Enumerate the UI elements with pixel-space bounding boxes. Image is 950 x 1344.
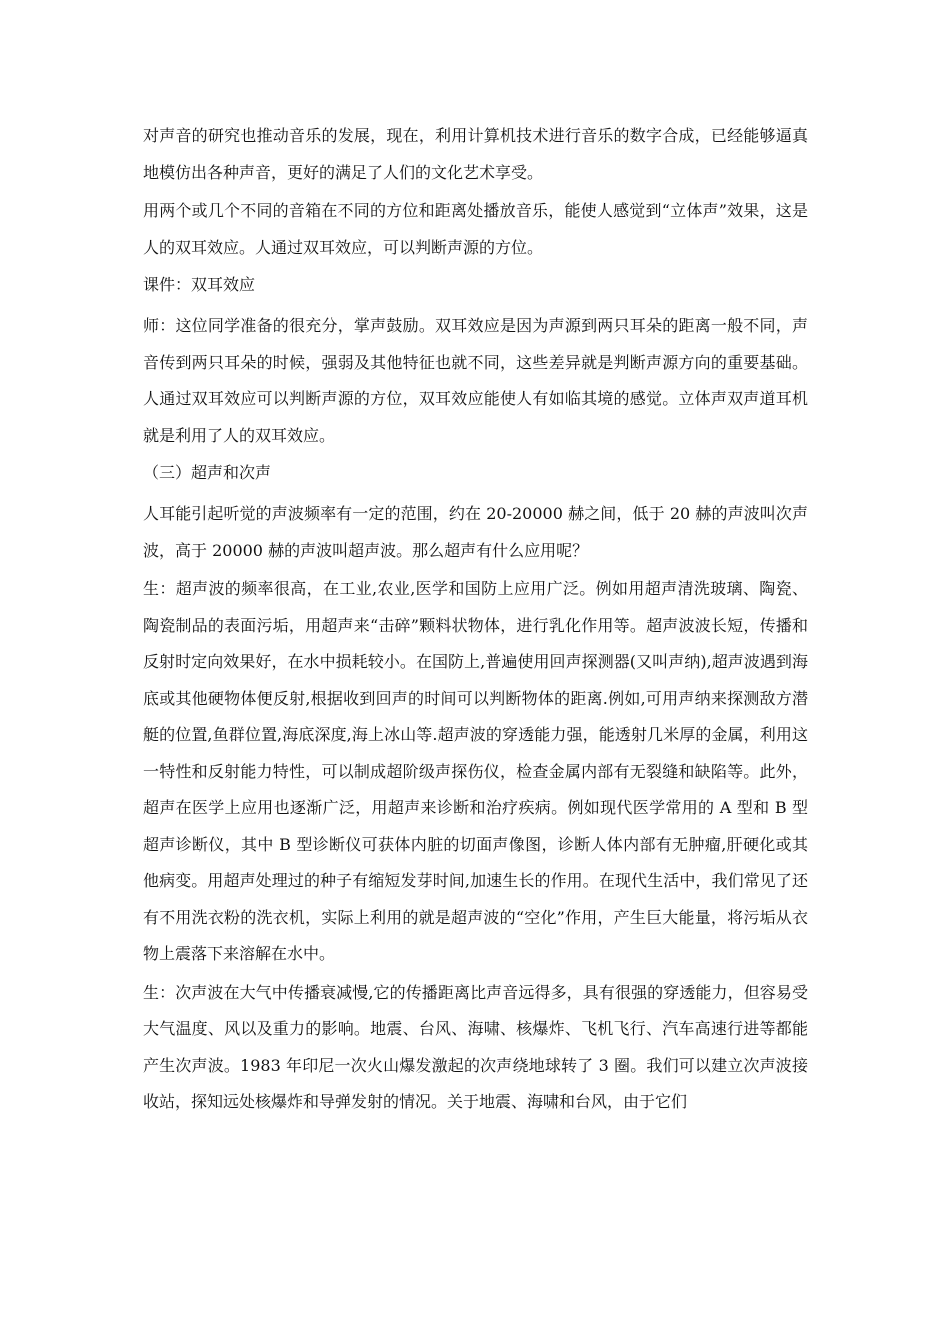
paragraph-frequency-range: 人耳能引起听觉的声波频率有一定的范围，约在 20-20000 赫之间，低于 20 赫的声波叫次声波，高于 20000 赫的声波叫超声波。那么超声有什么应用呢？ — [143, 504, 808, 560]
paragraph-courseware-label: 课件：双耳效应 — [143, 275, 256, 294]
document-body — [143, 118, 808, 1123]
paragraph-student-ultrasound: 生：超声波的频率很高，在工业,农业,医学和国防上应用广泛。例如用超声清洗玻璃、陶瓷、陶瓷制品的表面污垢，用超声来“击碎”颗料状物体，进行乳化作用等。超声波波长短，传播和反射时定向效果好，在水中损耗较小。在国防上,普遍使用回声探测器(又叫声纳),超声波遇到海底或其他硬物体便反射,根据收到回声的时间可以判断物体的距离.例如,可用声纳来探测敌方潜艇的位置,鱼群位置,海底深度,海上冰山等.超声波的穿透能力强，能透射几米厚的金属，利用这一特性和反射能力特性，可以制成超阶级声探伤仪，检查金属内部有无裂缝和缺陷等。此外，超声在医学上应用也逐渐广泛，用超声来诊断和治疗疾病。例如现代医学常用的 A 型和 B 型超声诊断仪，其中 B 型诊断仪可获体内脏的切面声像图，诊断人体内部有无肿瘤,肝硬化或其他病变。用超声处理过的种子有缩短发芽时间,加速生长的作用。在现代生活中，我们常见了还有不用洗衣粉的洗衣机，实际上利用的就是超声波的“空化”作用，产生巨大能量，将污垢从衣物上震落下来溶解在水中。 — [143, 579, 808, 963]
section-heading-ultrasound-infrasound: （三）超声和次声 — [143, 463, 272, 482]
paragraph-music-synthesis: 对声音的研究也推动音乐的发展，现在，利用计算机技术进行音乐的数字合成，已经能够逼真地模仿出各种声音，更好的满足了人们的文化艺术享受。 — [143, 126, 808, 182]
paragraph-student-infrasound: 生：次声波在大气中传播衰减慢,它的传播距离比声音远得多，具有很强的穿透能力，但容易受大气温度、风以及重力的影响。地震、台风、海啸、核爆炸、飞机飞行、汽车高速行进等都能产生次声波。1983 年印尼一次火山爆发激起的次声绕地球转了 3 圈。我们可以建立次声波接收站，探知远处核爆炸和导弹发射的情况。关于地震、海啸和台风，由于它们 — [143, 982, 808, 1111]
paragraph-stereo-effect: 用两个或几个不同的音箱在不同的方位和距离处播放音乐，能使人感觉到“立体声”效果，这是人的双耳效应。人通过双耳效应，可以判断声源的方位。 — [143, 201, 808, 257]
paragraph-teacher-binaural: 师：这位同学准备的很充分，掌声鼓励。双耳效应是因为声源到两只耳朵的距离一般不同，声音传到两只耳朵的时候，强弱及其他特征也就不同，这些差异就是判断声源方向的重要基础。人通过双耳效应可以判断声源的方位，双耳效应能使人有如临其境的感觉。立体声双声道耳机就是利用了人的双耳效应。 — [143, 316, 808, 445]
